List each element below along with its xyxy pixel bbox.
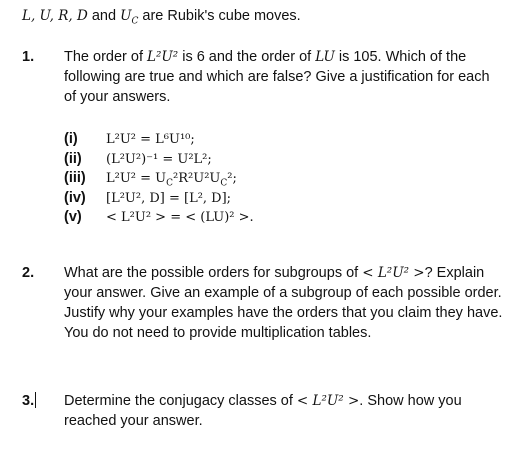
part-expression: [L²U², D] = [L², D]; bbox=[106, 190, 232, 206]
intro-and: and bbox=[87, 8, 121, 24]
part-item bbox=[64, 168, 504, 188]
intro-line bbox=[22, 6, 301, 26]
question-1-expr-a: L²U² bbox=[147, 49, 179, 65]
intro-variables: L, U, R, D bbox=[22, 8, 88, 24]
intro-uc: $U_C$ bbox=[120, 8, 139, 27]
part-label: (ii) bbox=[64, 150, 82, 167]
question-2-text: What are the possible orders for subgroups of < L²U² >? Explain your answer. Give an example of a subgroup of each possible order. Justify why your examples have the orders that you claim they have. You do not need to provide multiplication tables. bbox=[64, 265, 503, 341]
intro-rest: are Rubik's cube moves. bbox=[138, 8, 301, 24]
question-3-expr-a: < L²U² > bbox=[296, 393, 360, 409]
part-item bbox=[64, 129, 504, 149]
part-expression: (L²U²)⁻¹ = U²L²; bbox=[106, 151, 212, 167]
part-label: (v) bbox=[64, 209, 82, 225]
part-item bbox=[64, 207, 504, 227]
part-label: (i) bbox=[64, 131, 78, 147]
part-label: (iii) bbox=[64, 170, 86, 186]
part-expression: L²U² = L⁶U¹⁰; bbox=[106, 132, 195, 147]
question-1-expr-b: LU bbox=[315, 49, 335, 65]
part-expression: $L^2U^2 = U_C^2R^2U^2U_C^2$; bbox=[106, 171, 237, 189]
part-label: (iv) bbox=[64, 189, 86, 206]
part-item bbox=[64, 149, 504, 169]
question-1-parts bbox=[64, 129, 504, 227]
text-cursor bbox=[35, 392, 36, 408]
question-3-number: 3. bbox=[22, 393, 35, 409]
question-2-number: 2. bbox=[22, 265, 35, 281]
question-1-text: The order of L²U² is 6 and the order of LU is 105. Which of the following are true and which are false? Give a justification for each of your answers. bbox=[64, 49, 490, 105]
part-item bbox=[64, 188, 504, 208]
question-3-text: Determine the conjugacy classes of < L²U² >. Show how you reached your answer. bbox=[64, 393, 462, 429]
part-expression: < L²U² > = < (LU)² >. bbox=[106, 210, 254, 225]
question-2-expr-a: < L²U² > bbox=[362, 265, 425, 281]
question-1-number: 1. bbox=[22, 49, 35, 65]
